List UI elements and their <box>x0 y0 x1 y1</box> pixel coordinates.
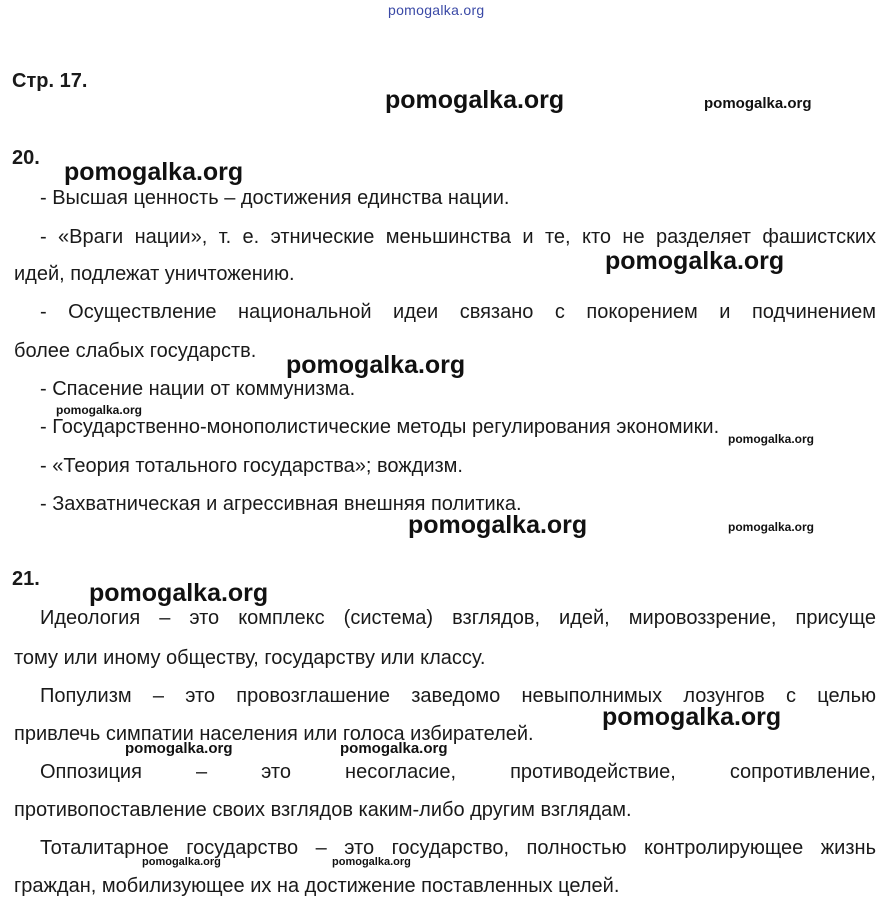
watermark: pomogalka.org <box>602 703 782 731</box>
section-20-item: идей, подлежат уничтожению. <box>14 263 295 285</box>
watermark: pomogalka.org <box>142 856 221 868</box>
watermark: pomogalka.org <box>385 86 565 114</box>
watermark: pomogalka.org <box>408 511 588 539</box>
section-20-item: - Спасение нации от коммунизма. <box>40 378 356 400</box>
section-21-line: граждан, мобилизующее их на достижение поставленных целей. <box>14 875 620 897</box>
section-21-line: Идеология – это комплекс (система) взглядов, идей, мировоззрение, присуще <box>40 607 876 629</box>
watermark: pomogalka.org <box>605 247 785 275</box>
section-20-item: - Государственно-монополистические методы регулирования экономики. <box>40 416 720 438</box>
watermark: pomogalka.org <box>125 740 233 757</box>
watermark: pomogalka.org <box>332 856 411 868</box>
section-20-item: - Осуществление национальной идеи связано с покорением и подчинением <box>40 301 876 323</box>
watermark: pomogalka.org <box>340 740 448 757</box>
section-20-item: - «Теория тотального государства»; вождизм. <box>40 455 463 477</box>
section-21-line: Тоталитарное государство – это государство, полностью контролирующее жизнь <box>40 837 876 859</box>
header-watermark: pomogalka.org <box>388 2 485 18</box>
section-21-line: Оппозиция – это несогласие, противодействие, сопротивление, <box>40 761 876 783</box>
section-20-item: - «Враги нации», т. е. этнические меньшинства и те, кто не разделяет фашистских <box>40 226 876 248</box>
section-20-number: 20. <box>12 147 40 169</box>
section-21-line: привлечь симпатии населения или голоса избирателей. <box>14 723 534 745</box>
section-21-number: 21. <box>12 568 40 590</box>
watermark: pomogalka.org <box>56 403 143 417</box>
page-heading: Стр. 17. <box>12 70 88 92</box>
section-20-item: - Захватническая и агрессивная внешняя политика. <box>40 493 522 515</box>
section-21-line: противопоставление своих взглядов каким-либо другим взглядам. <box>14 799 632 821</box>
section-20-item: более слабых государств. <box>14 340 257 362</box>
section-21-line: тому или иному обществу, государству или классу. <box>14 647 486 669</box>
watermark: pomogalka.org <box>728 432 815 446</box>
watermark: pomogalka.org <box>286 351 466 379</box>
section-21-line: Популизм – это провозглашение заведомо невыполнимых лозунгов с целью <box>40 685 876 707</box>
section-20-item: - Высшая ценность – достижения единства нации. <box>40 187 510 209</box>
watermark: pomogalka.org <box>704 95 812 112</box>
watermark: pomogalka.org <box>89 579 269 607</box>
watermark: pomogalka.org <box>64 158 244 186</box>
watermark: pomogalka.org <box>728 520 815 534</box>
